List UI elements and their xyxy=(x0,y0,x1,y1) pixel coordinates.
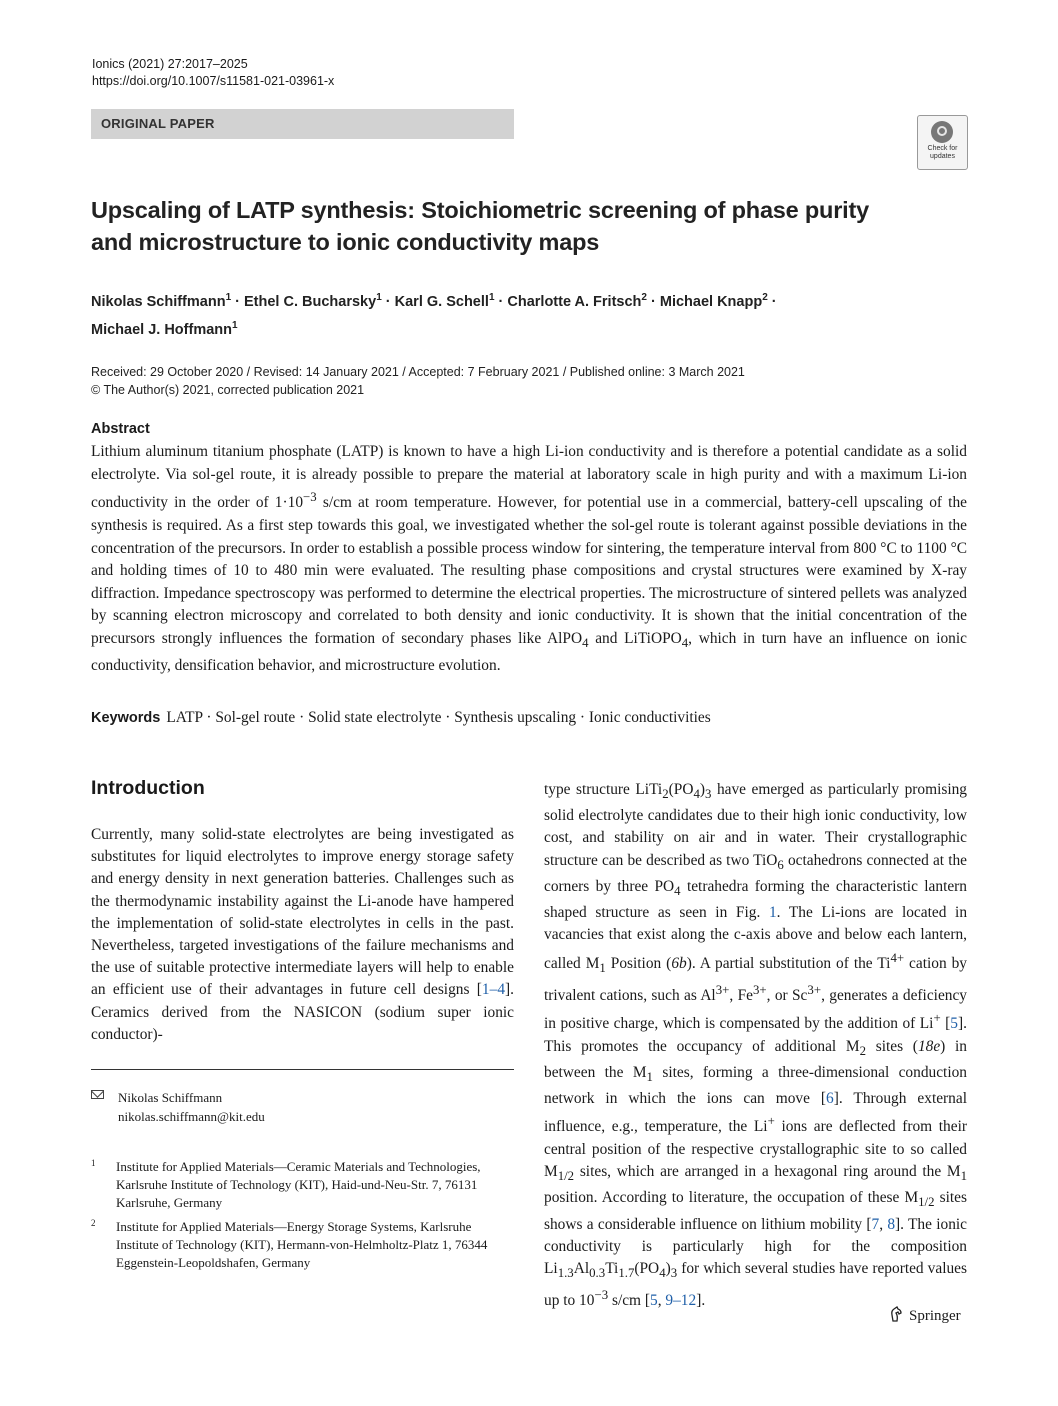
history-dates: Received: 29 October 2020 / Revised: 14 January 2021 / Accepted: 7 February 2021 / Published online: 3 March 2021 xyxy=(91,365,745,379)
article-type-bar xyxy=(91,109,514,139)
corresponding-author xyxy=(91,1088,265,1126)
journal-citation: Ionics (2021) 27:2017–2025 xyxy=(92,57,248,71)
contact-name: Nikolas Schiffmann xyxy=(118,1090,223,1105)
author[interactable]: Michael J. Hoffmann$^1$ xyxy=(91,319,238,338)
affiliation-number: 1 xyxy=(91,1158,96,1168)
keywords-list: LATP · Sol-gel route · Solid state electrolyte · Synthesis upscaling · Ionic conductivities xyxy=(166,709,711,726)
author[interactable]: Ethel C. Bucharsky$^1$ xyxy=(244,292,382,310)
citation-link[interactable]: 1–4 xyxy=(481,981,506,999)
journal-header xyxy=(92,56,334,90)
springer-horse-icon xyxy=(889,1306,903,1322)
keywords-heading: Keywords xyxy=(91,710,161,726)
publisher-logo: Springer xyxy=(889,1306,961,1325)
abstract-text: Lithium aluminum titanium phosphate (LATP) is known to have a high Li-ion conductivity and is therefore a potential candidate as a solid electrolyte. Via sol-gel route, it is already possible to prepare the material at laboratory scale in high purity and with a maximum Li-ion conductivity in the order of $1\cdot 10^{-3}$ s/cm at room temperature. However, for potential use in a commercial, battery-cell upscaling of the synthesis is required. As a first step towards this goal, we investigated whether the sol-gel route is tolerant against possible deviations in the concentration of the precursors. In order to establish a possible process window for sintering, the temperature interval from 800 °C to 1100 °C and holding times of 10 to 480 min were evaluated. The resulting phase compositions and crystal structures were examined by X-ray diffraction. Impedance spectroscopy was performed to determine the electrical properties. The microstructure of sintered pellets was analyzed by scanning electron microscopy and correlated to both density and ionic conductivity. It is shown that the initial concentration of the precursors strongly influences the formation of secondary phases like AlPO$_4$ and LiTiOPO$_4$, which in turn have an influence on ionic conductivity, densification behavior, and microstructure evolution. xyxy=(91,443,967,674)
citation-link[interactable]: 8 xyxy=(887,1215,896,1233)
author[interactable]: Karl G. Schell$^1$ xyxy=(394,292,495,310)
affiliation-number: 2 xyxy=(91,1218,96,1228)
keywords xyxy=(91,709,711,727)
footnote-divider xyxy=(91,1069,514,1070)
abstract-heading: Abstract xyxy=(91,421,150,437)
author[interactable]: Charlotte A. Fritsch$^2$ xyxy=(507,292,647,310)
copyright-line: © The Author(s) 2021, corrected publication 2021 xyxy=(91,383,365,397)
author-list: Nikolas Schiffmann$^1$ · Ethel C. Bucharsky$^1$ · Karl G. Schell$^1$ · Charlotte A. Fritsch$^2$ · Michael Knapp$^2$ · Michael J. Hoffmann$^1$ xyxy=(91,292,777,338)
citation-link[interactable]: 5 xyxy=(650,1292,658,1310)
envelope-icon xyxy=(91,1090,104,1099)
check-for-updates-badge[interactable] xyxy=(917,115,968,170)
citation-link[interactable]: 9–12 xyxy=(665,1292,697,1310)
introduction-heading: Introduction xyxy=(91,777,205,799)
citation-link[interactable]: 7 xyxy=(871,1215,880,1233)
author[interactable]: Michael Knapp$^2$ xyxy=(659,292,768,310)
figure-link[interactable]: 1 xyxy=(768,904,777,922)
citation-link[interactable]: 5 xyxy=(950,1015,958,1033)
check-updates-label: Check for updates xyxy=(927,145,958,160)
paper-title: Upscaling of LATP synthesis: Stoichiometric screening of phase purity and microstructure to ionic conductivity maps xyxy=(91,197,869,255)
check-updates-icon xyxy=(931,121,953,143)
intro-right-column: type structure $LiTi_2(PO_4)_3$ have emerged as particularly promising solid electrolyte candidates due to their high ionic conductivity, low cost, and stability on air and in water. Their crystallographic structure can be described as two TiO$_6$ octahedrons connected at the corners by three $PO_4$ tetrahedra forming the characteristic lantern shaped structure as seen in Fig. 1. The Li-ions are located in vacancies that exist along the c-axis above and below each lantern, called $M_1$ Position (6b). A partial substitution of the $Ti^{4+}$ cation by trivalent cations, such as $Al^{3+}$, $Fe^{3+}$, or $Sc^{3+}$, generates a deficiency in positive charge, which is compensated by the addition of Li+ [5]. This promotes the occupancy of additional $M_2$ sites (18e) in between the $M_1$ sites, forming a three-dimensional conduction network in which the ions can move [6]. Through external influence, e.g., temperature, the Li+ ions are deflected from their central position of the respective crystallographic site to so called $M_{1/2}$ sites, which are arranged in a hexagonal ring around the $M_1$ position. According to literature, the occupation of these $M_{1/2}$ sites shows a considerable influence on lithium mobility [7, 8]. The ionic conductivity is particularly high for the composition $Li_{1.3}Al_{0.3}Ti_{1.7}(PO_4)_3$ for which several studies have reported values up to $10^{-3}$ s/cm [5, 9–12]. xyxy=(544,781,968,1310)
author[interactable]: Nikolas Schiffmann$^1$ xyxy=(91,292,232,310)
contact-email[interactable]: nikolas.schiffmann@kit.edu xyxy=(118,1109,265,1124)
publication-dates xyxy=(91,363,745,399)
affiliation-text: Institute for Applied Materials—Ceramic Materials and Technologies, Karlsruhe Institute of Technology (KIT), Haid-und-Neu-Str. 7, 76131 Karlsruhe, Germany xyxy=(116,1159,481,1210)
affiliation-text: Institute for Applied Materials—Energy Storage Systems, Karlsruhe Institute of Technology (KIT), Hermann-von-Helmholtz-Platz 1, 76344 Eggenstein-Leopoldshafen, Germany xyxy=(116,1219,488,1270)
doi-link[interactable]: https://doi.org/10.1007/s11581-021-03961-x xyxy=(92,74,335,88)
intro-left-column: Currently, many solid-state electrolytes are being investigated as substitutes for liquid electrolytes to improve energy storage safety and energy density in next generation batteries. Challenges such as the thermodynamic instability against the Li-anode have hampered the implementation of solid-state electrolytes in cells in the past. Nevertheless, targeted investigations of the failure mechanisms and the use of suitable protective intermediate layers will help to enable an efficient use of their advantages in future cell designs [1–4]. Ceramics derived from the NASICON (sodium super ionic conductor)- xyxy=(91,826,514,1043)
article-type-label: ORIGINAL PAPER xyxy=(101,116,215,131)
affiliation-1 xyxy=(91,1158,514,1212)
affiliation-2 xyxy=(91,1218,514,1272)
copyright-icon: © xyxy=(91,383,104,397)
citation-link[interactable]: 6 xyxy=(826,1090,834,1108)
